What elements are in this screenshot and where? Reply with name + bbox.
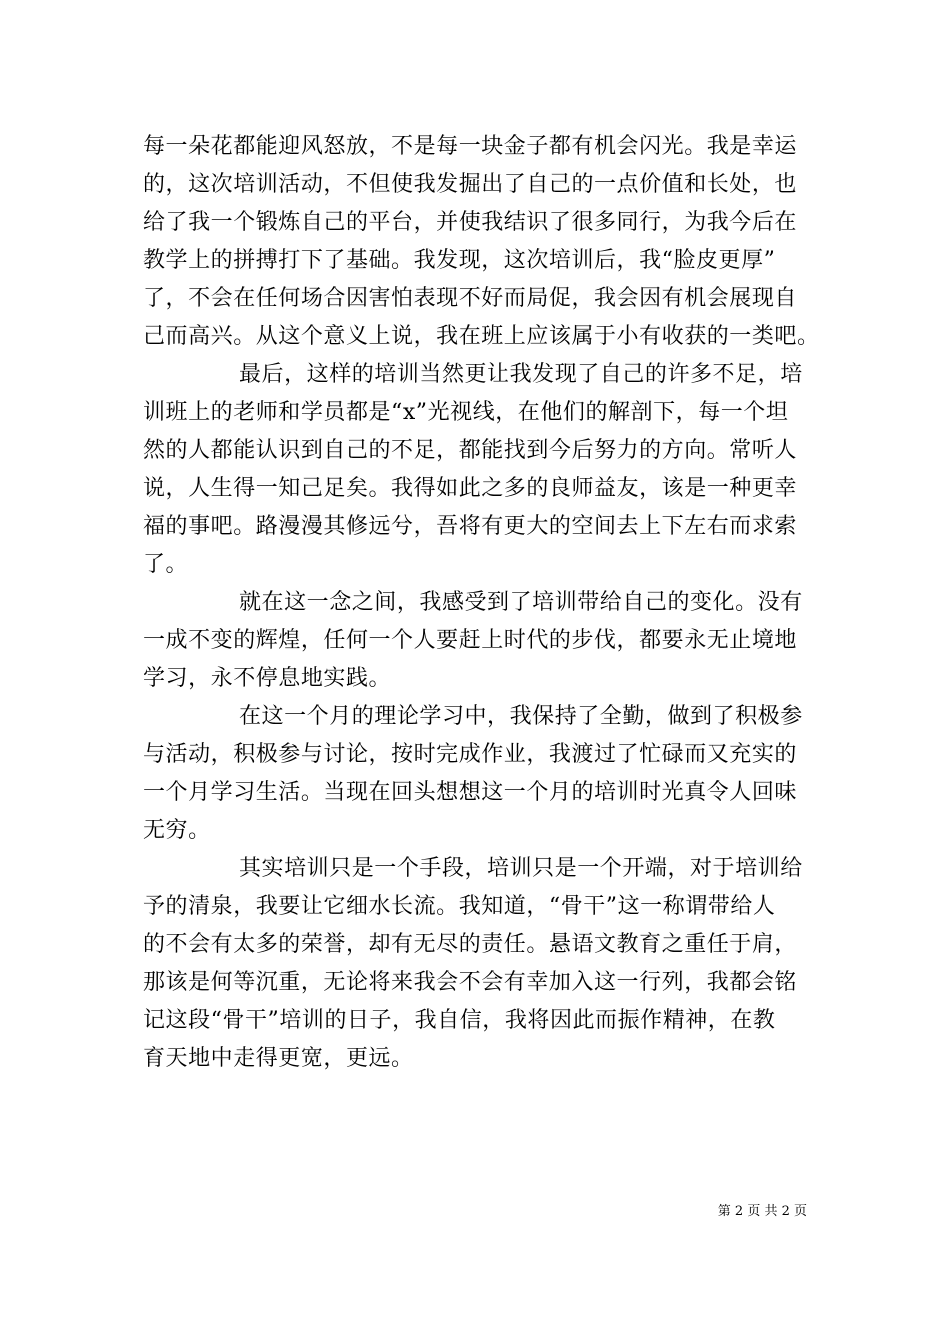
text-line: 福的事吧。路漫漫其修远兮，吾将有更大的空间去上下左右而求索: [143, 514, 797, 539]
text-line: 教学上的拼搏打下了基础。我发现，这次培训后，我“脸皮更厚”: [143, 248, 776, 273]
text-line: 然的人都能认识到自己的不足，都能找到今后努力的方向。常听人: [143, 438, 797, 463]
text-line: 说，人生得一知己足矣。我得如此之多的良师益友，该是一种更幸: [143, 476, 797, 501]
text-line: 学习，永不停息地实践。: [143, 666, 392, 691]
text-line: 给了我一个锻炼自己的平台，并使我结识了很多同行，为我今后在: [143, 210, 797, 235]
text-line: 那该是何等沉重，无论将来我会不会有幸加入这一行列，我都会铭: [143, 970, 797, 995]
text-line: 的不会有太多的荣誉，却有无尽的责任。悬语文教育之重任于肩，: [143, 932, 797, 957]
text-line: 训班上的老师和学员都是“x”光视线，在他们的解剖下，每一个坦: [143, 400, 789, 425]
text-line: 每一朵花都能迎风怒放，不是每一块金子都有机会闪光。我是幸运: [143, 134, 797, 159]
text-line: 最后，这样的培训当然更让我发现了自己的许多不足，培: [239, 362, 803, 387]
text-line: 一成不变的辉煌，任何一个人要赶上时代的步伐，都要永无止境地: [143, 628, 797, 653]
text-line: 在这一个月的理论学习中，我保持了全勤，做到了积极参: [239, 704, 803, 729]
page-number-footer: 第 2 页 共 2 页: [717, 1204, 807, 1219]
text-line: 与活动，积极参与讨论，按时完成作业，我渡过了忙碌而又充实的: [143, 742, 797, 767]
text-line: 一个月学习生活。当现在回头想想这一个月的培训时光真令人回味: [143, 780, 797, 805]
text-line: 就在这一念之间，我感受到了培训带给自己的变化。没有: [239, 590, 803, 615]
text-line: 的，这次培训活动，不但使我发掘出了自己的一点价值和长处，也: [143, 172, 797, 197]
text-line: 己而高兴。从这个意义上说，我在班上应该属于小有收获的一类吧。: [143, 324, 820, 349]
text-line: 其实培训只是一个手段，培训只是一个开端，对于培训给: [239, 856, 803, 881]
text-line: 育天地中走得更宽，更远。: [143, 1046, 414, 1071]
document-body: [143, 128, 820, 1078]
text-line: 无穷。: [143, 818, 211, 843]
text-line: 了，不会在任何场合因害怕表现不好而局促，我会因有机会展现自: [143, 286, 797, 311]
text-line: 予的清泉，我要让它细水长流。我知道，“骨干”这一称谓带给人: [143, 894, 776, 919]
text-line: 了。: [143, 552, 189, 577]
text-line: 记这段“骨干”培训的日子，我自信，我将因此而振作精神，在教: [143, 1008, 776, 1033]
